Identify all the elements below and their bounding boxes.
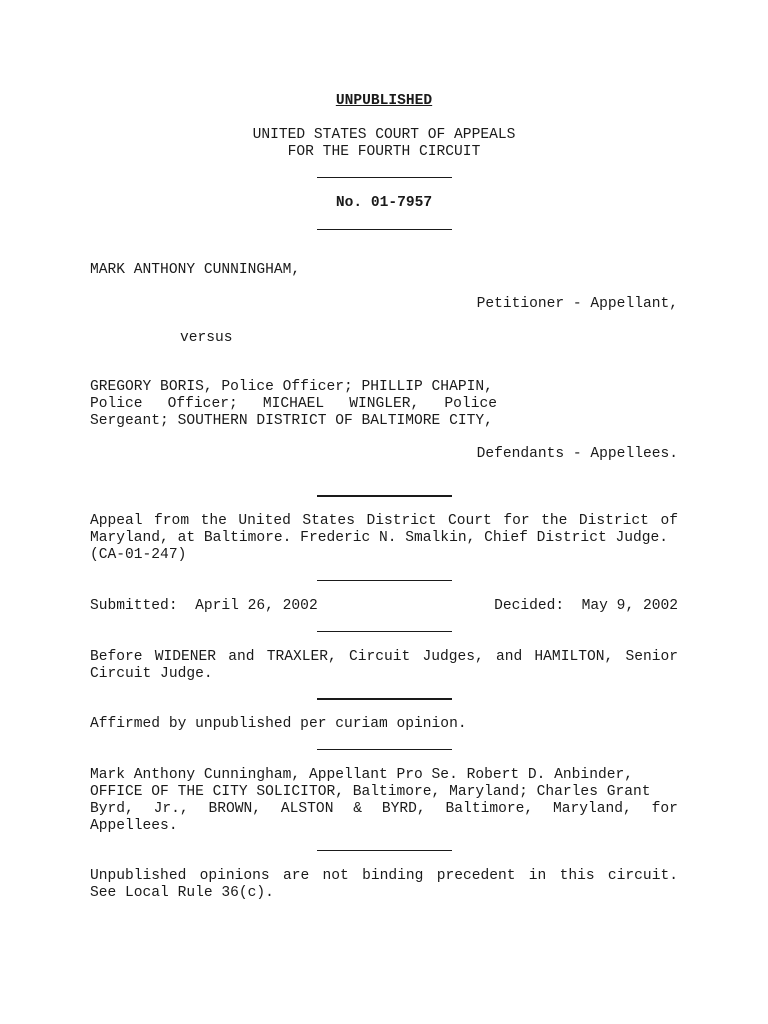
word: of [660,513,678,529]
word: and [228,649,255,665]
appeal-line1 [90,513,678,530]
word: HAMILTON, [534,649,614,665]
word: not [322,868,349,884]
divider-rule [317,177,452,178]
word: the [541,513,568,529]
word: for [503,513,530,529]
word: MICHAEL [262,396,325,412]
divider-rule [317,229,452,230]
unpublished-heading: UNPUBLISHED [335,93,433,109]
word: States [302,513,355,529]
counsel-line4: Appellees. [90,818,178,834]
appeal-line2: Maryland, at Baltimore. Frederic N. Smalkin, Chief District Judge. [90,530,669,546]
panel-paragraph [90,649,678,683]
word: United [238,513,291,529]
word: BYRD, [381,801,426,817]
word: Byrd, [90,801,134,817]
word: & [353,801,363,817]
panel-line2: Circuit Judge. [90,666,213,682]
word: Appeal [90,513,143,529]
word: District [366,513,437,529]
word: from [154,513,190,529]
versus-label: versus [180,330,233,346]
word: Before [90,649,143,665]
word: Police [444,396,497,412]
word: Circuit [348,649,411,665]
word: WIDENER [154,649,217,665]
submitted-date: Submitted: April 26, 2002 [90,598,318,614]
disposition: Affirmed by unpublished per curiam opinion. [90,716,467,732]
word: in [528,868,547,884]
word: for [651,801,678,817]
word: WINGLER, [349,396,420,412]
divider-rule [317,580,452,581]
divider-rule [317,495,452,497]
word: precedent [436,868,516,884]
word: TRAXLER, [266,649,337,665]
court-name-line1: UNITED STATES COURT OF APPEALS [252,127,516,143]
notice-line2: See Local Rule 36(c). [90,885,274,901]
case-number: No. 01-7957 [335,195,433,211]
notice-paragraph [90,868,678,902]
divider-rule [317,749,452,750]
word: the [200,513,227,529]
court-name-line2: FOR THE FOURTH CIRCUIT [287,144,481,160]
petitioner-role: Petitioner - Appellant, [476,296,678,312]
word: Unpublished [90,868,187,884]
word: Jr., [153,801,189,817]
word: Officer; [167,396,238,412]
counsel-paragraph [90,767,678,835]
word: circuit. [607,868,678,884]
word: and [495,649,523,665]
word: are [282,868,310,884]
word: District [578,513,649,529]
word: Maryland, [552,801,632,817]
word: Senior [625,649,678,665]
panel-line1 [90,649,678,666]
decided-date: Decided: May 9, 2002 [494,598,678,614]
defendants-role: Defendants - Appellees. [476,446,678,462]
defendants-line3: Sergeant; SOUTHERN DISTRICT OF BALTIMORE CITY, [90,413,493,429]
notice-line1 [90,868,678,885]
word: Court [448,513,492,529]
divider-rule [317,850,452,851]
counsel-line1: Mark Anthony Cunningham, Appellant Pro Se. Robert D. Anbinder, [90,767,633,783]
opinion-page [90,0,678,1024]
word: opinions [199,868,270,884]
word: BROWN, [208,801,262,817]
word: this [559,868,595,884]
counsel-line2: OFFICE OF THE CITY SOLICITOR, Baltimore, Maryland; Charles Grant [90,784,651,800]
divider-rule [317,698,452,700]
defendants-line1: GREGORY BORIS, Police Officer; PHILLIP CHAPIN, [90,379,493,395]
petitioner-name: MARK ANTHONY CUNNINGHAM, [90,262,301,278]
divider-rule [317,631,452,632]
word: Judges, [422,649,484,665]
counsel-line3 [90,801,678,818]
appeal-paragraph [90,513,678,564]
word: Police [90,396,143,412]
word: binding [362,868,424,884]
word: ALSTON [280,801,334,817]
word: Baltimore, [445,801,534,817]
defendants-line2 [90,396,497,413]
appeal-line3: (CA-01-247) [90,547,187,563]
